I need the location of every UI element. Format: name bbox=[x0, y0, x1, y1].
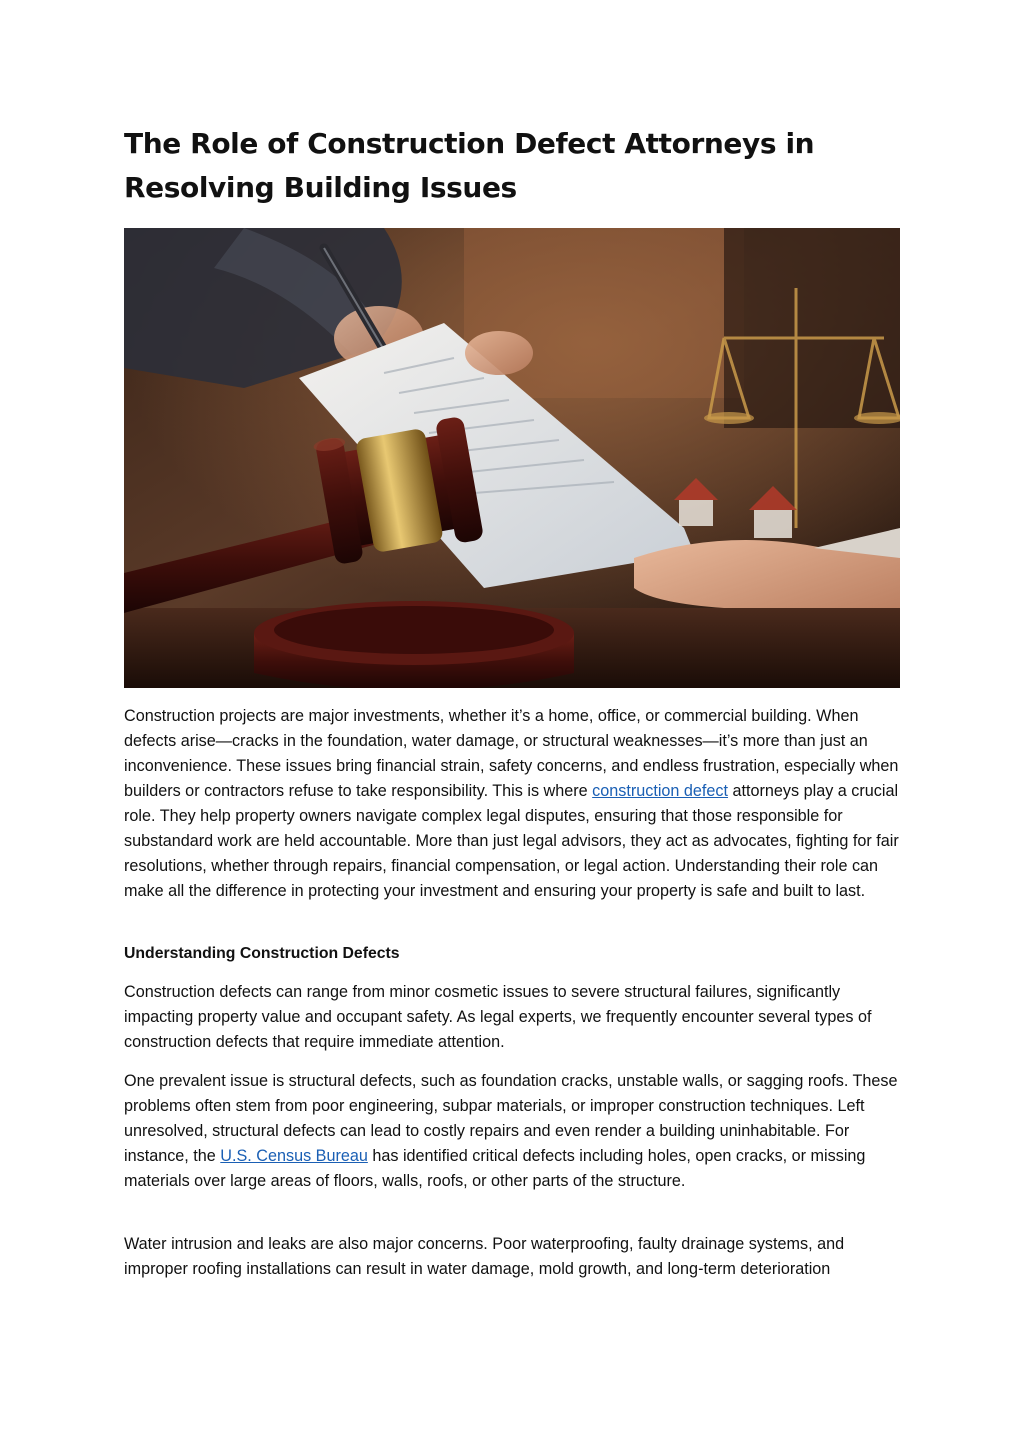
section-heading: Understanding Construction Defects bbox=[124, 945, 400, 962]
defects-paragraph: Construction defects can range from minor cosmetic issues to severe structural failures, significantly impacting property value and occupant safety. As legal experts, we frequently encounter several types of construction defects that require immediate attention. bbox=[124, 983, 872, 1051]
intro-text-end: attorneys play a crucial role. They help property owners navigate complex legal disputes, ensuring that those responsible for substandard work are held accountable. More than just legal advisors, they act as advocates, fighting for fair resolutions, whether through repairs, financial compensation, or legal action. Understanding their role can make all the difference in protecting your investment and ensuring your property is safe and built to last. bbox=[124, 782, 899, 900]
hero-image-gavel-contract bbox=[124, 228, 900, 688]
intro-text-start: Construction projects are major investments, whether it’s a home, office, or commercial building. When defects arise—cracks in the foundation, water damage, or structural weaknesses—it’s more than just an inconvenience. These issues bring financial strain, safety concerns, and endless frustration, especially when builders or contractors refuse to take responsibility. This is where bbox=[124, 707, 899, 800]
intro-paragraph bbox=[124, 704, 904, 904]
structural-text-start: One prevalent issue is structural defects, such as foundation cracks, unstable walls, or sagging roofs. These problems often stem from poor engineering, subpar materials, or improper construction techniques. Left unresolved, structural defects can lead to costly repairs and even render a building uninhabitable. For instance, the bbox=[124, 1072, 898, 1165]
structural-defects-paragraph bbox=[124, 1069, 904, 1194]
structural-text-end: has identified critical defects including holes, open cracks, or missing materials over large areas of floors, walls, roofs, or other parts of the structure. bbox=[124, 1147, 866, 1190]
census-bureau-link[interactable]: U.S. Census Bureau bbox=[220, 1147, 368, 1165]
water-intrusion-paragraph: Water intrusion and leaks are also major concerns. Poor waterproofing, faulty drainage systems, and improper roofing installations can result in water damage, mold growth, and long-term deterioration bbox=[124, 1235, 845, 1278]
article-title: The Role of Construction Defect Attorneys in Resolving Building Issues bbox=[124, 127, 815, 204]
construction-defect-link[interactable]: construction defect bbox=[592, 782, 729, 800]
